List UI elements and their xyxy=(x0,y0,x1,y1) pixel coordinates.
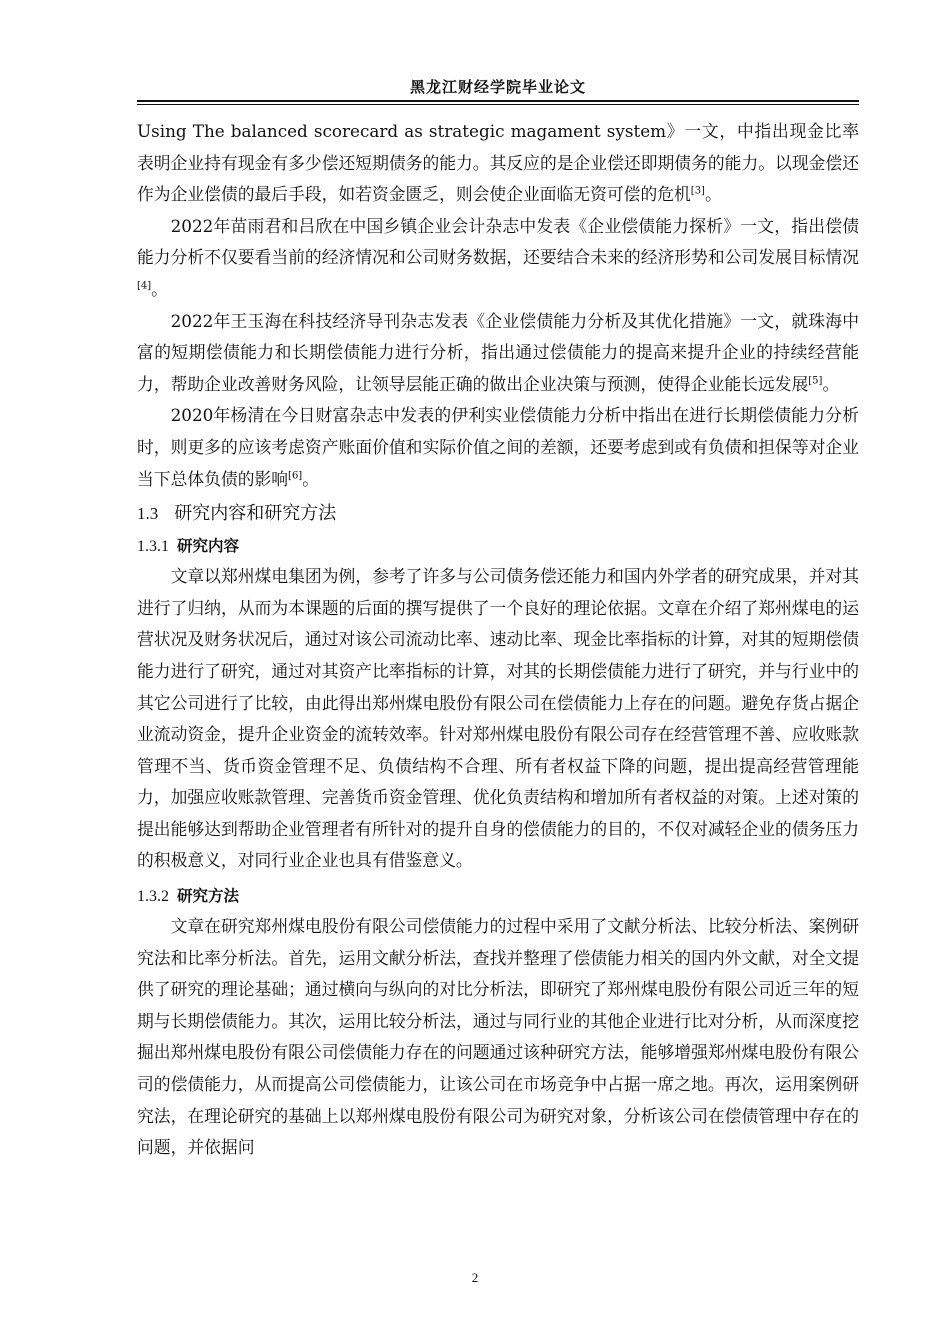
citation: [3] xyxy=(690,185,705,197)
running-header: 黑龙江财经学院毕业论文 xyxy=(409,78,586,96)
paragraph: 2022年苗雨君和吕欣在中国乡镇企业会计杂志中发表《企业偿债能力探析》一文，指出偿债能力分析不仅要看当前的经济情况和公司财务数据，还要结合未来的经济形势和公司发展目标情况[4]。 xyxy=(137,215,859,299)
paragraph-continued: Using The balanced scorecard as strategic magament system》一文，中指出现金比率表明企业持有现金有多少偿还短期债务的能力。其反应的是企业偿还即期债务的能力。以现金偿还作为企业偿债的最后手段，如若资金匮乏，则会使企业面临无资可偿的危机[3]。 xyxy=(137,121,859,205)
section-heading-1-3: 1.3 研究内容和研究方法 xyxy=(137,503,337,525)
paragraph: 2020年杨清在今日财富杂志中发表的伊利实业偿债能力分析中指出在进行长期偿债能力分析时，则更多的应该考虑资产账面价值和实际价值之间的差额，还要考虑到或有负债和担保等对企业当下总体负债的影响[6]。 xyxy=(137,405,859,489)
citation: [6] xyxy=(288,469,303,481)
body-text xyxy=(137,116,859,1164)
page-number: 2 xyxy=(471,1270,479,1285)
header-rule-thick xyxy=(137,100,859,102)
paragraph: 2022年王玉海在科技经济导刊杂志发表《企业偿债能力分析及其优化措施》一文，就珠海中富的短期偿债能力和长期偿债能力进行分析，指出通过偿债能力的提高来提升企业的持续经营能力，帮助企业改善财务风险，让领导层能正确的做出企业决策与预测，使得企业能长远发展[5]。 xyxy=(137,310,859,394)
subsection-heading-1-3-1: 1.3.1 研究内容 xyxy=(137,537,240,556)
subsection-heading-1-3-2: 1.3.2 研究方法 xyxy=(137,887,240,906)
header-rule-thin xyxy=(137,104,859,105)
paragraph-research-methods: 文章在研究郑州煤电股份有限公司偿债能力的过程中采用了文献分析法、比较分析法、案例研究法和比率分析法。首先，运用文献分析法，查找并整理了偿债能力相关的国内外文献，对全文提供了研究的理论基础；通过横向与纵向的对比分析法，即研究了郑州煤电股份有限公司近三年的短期与长期偿债能力。其次，运用比较分析法，通过与同行业的其他企业进行比对分析，从而深度挖掘出郑州煤电股份有限公司偿债能力存在的问题通过该种研究方法，能够增强郑州煤电股份有限公司的偿债能力，从而提高公司偿债能力，让该公司在市场竞争中占据一席之地。再次，运用案例研究法，在理论研究的基础上以郑州煤电股份有限公司为研究对象，分析该公司在偿债管理中存在的问题，并依据问 xyxy=(137,916,859,1158)
citation: [4] xyxy=(137,280,152,292)
citation: [5] xyxy=(808,375,823,387)
paragraph-research-content: 文章以郑州煤电集团为例，参考了许多与公司债务偿还能力和国内外学者的研究成果，并对其进行了归纳，从而为本课题的后面的撰写提供了一个良好的理论依据。文章在介绍了郑州煤电的运营状况及财务状况后，通过对该公司流动比率、速动比率、现金比率指标的计算，对其的短期偿债能力进行了研究，通过对其资产比率指标的计算，对其的长期偿债能力进行了研究，并与行业中的其它公司进行了比较，由此得出郑州煤电股份有限公司在偿债能力上存在的问题。避免存货占据企业流动资金，提升企业资金的流转效率。针对郑州煤电股份有限公司存在经营管理不善、应收账款管理不当、货币资金管理不足、负债结构不合理、所有者权益下降的问题，提出提高经营管理能力，加强应收账款管理、完善货币资金管理、优化负责结构和增加所有者权益的对策。上述对策的提出能够达到帮助企业管理者有所针对的提升自身的偿债能力的目的，不仅对减轻企业的债务压力的积极意义，对同行业企业也具有借鉴意义。 xyxy=(137,566,859,871)
